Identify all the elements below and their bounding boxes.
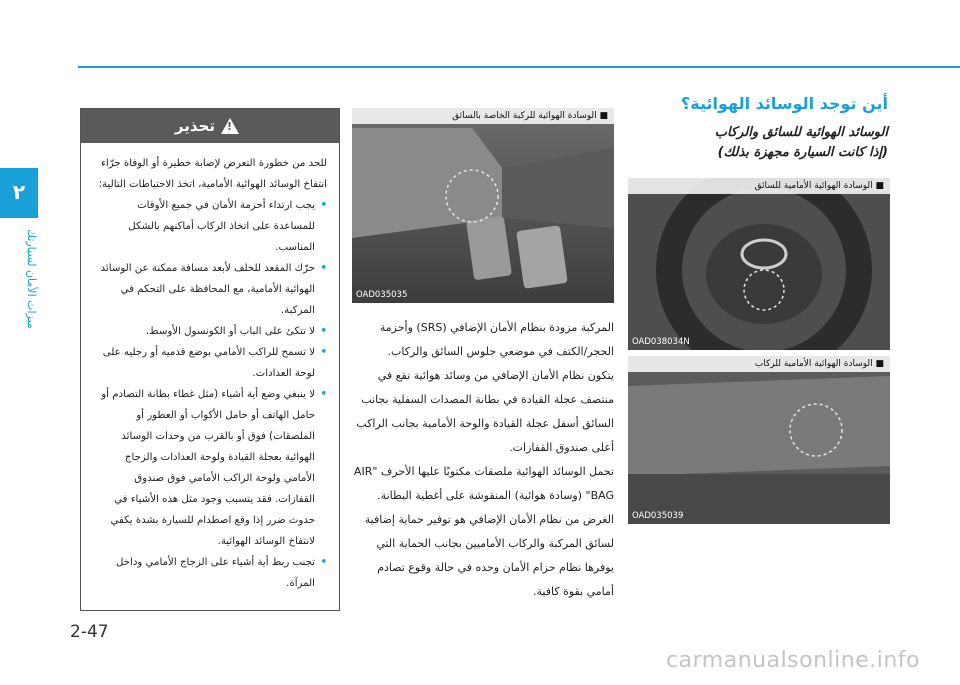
photo-caption: ■ الوسادة الهوائية الأمامية للركاب <box>628 356 890 372</box>
warning-list <box>93 195 327 594</box>
warning-body <box>81 143 339 594</box>
steering-wheel-illustration <box>628 178 890 350</box>
passenger-airbag-photo <box>628 356 890 524</box>
subtitle-line: الوسائد الهوائية للسائق والركاب <box>714 125 888 140</box>
top-rule <box>78 66 960 68</box>
photo-code: OAD035035 <box>356 290 408 300</box>
body-paragraph: تحمل الوسائد الهوائية ملصقات مكتوبًا عليها الأحرف "AIR BAG" (وسادة هوائية) المنقوشة على أغطية البطانة. <box>353 465 614 502</box>
subtitle-line: (إذا كانت السيارة مجهزة بذلك) <box>717 145 888 160</box>
chapter-number: ٢ <box>12 180 26 204</box>
body-paragraph: الغرض من نظام الأمان الإضافي هو توفير حماية إضافية لسائق المركبة والركاب الأماميين بجانب الحماية التي يوفرها نظام حزام الأمان وحده في حالة وقوع تصادم أمامي بقوة كافية. <box>364 513 614 598</box>
page-number: 2-47 <box>70 622 109 642</box>
watermark: carmanualsonline.info <box>666 648 920 673</box>
warning-header <box>81 109 339 143</box>
dashboard-illustration <box>628 356 890 524</box>
section-subtitle <box>626 123 888 163</box>
warning-item: • لا تسمح للراكب الأمامي بوضع قدميه أو رجليه على لوحة العدادات. <box>93 342 315 384</box>
body-text <box>352 316 614 604</box>
warning-item: • لا تتكئ على الباب أو الكونسول الأوسط. <box>93 321 315 342</box>
pedals-illustration <box>352 108 614 303</box>
body-paragraph: يتكون نظام الأمان الإضافي من وسائد هوائية تقع في منتصف عجلة القيادة في بطانة المصدات السفلية بجانب السائق أسفل عجلة القيادة والوحة الأمامية بجانب الراكب أعلى صندوق القفازات. <box>356 369 614 454</box>
warning-item: • تجنب ربط أية أشياء على الزجاج الأمامي وداخل المرآة. <box>93 552 315 594</box>
driver-airbag-photo <box>628 178 890 350</box>
photo-caption: ■ الوسادة الهوائية الأمامية للسائق <box>628 178 890 194</box>
body-paragraph: المركبة مزودة بنظام الأمان الإضافي (SRS) وأحزمة الحجر/الكتف في موضعي جلوس السائق والركاب. <box>379 321 614 358</box>
warning-item: • لا ينبغي وضع أية أشياء (مثل غطاء بطانة التصادم أو حامل الهاتف أو حامل الأكواب أو العطور أو الملصقات) فوق أو بالقرب من وحدات الوسائد الهوائية بعجلة القيادة ولوحة العدادات والزجاج الأمامي ولوحة الراكب الأمامي فوق صندوق القفازات. فقد يتسبب وجود مثل هذه الأشياء في حدوث ضرر إذا وقع اصطدام للسيارة بشدة يكفي لانتفاخ الوسائد الهوائية. <box>93 384 315 552</box>
warning-title: تحذير <box>174 117 215 135</box>
warning-triangle-icon <box>221 118 239 134</box>
photo-caption: ■ الوسادة الهوائية للركبة الخاصة بالسائق <box>352 108 614 124</box>
photo-code: OAD035039 <box>632 511 684 521</box>
section-title: أين توجد الوسائد الهوائية؟ <box>680 94 888 113</box>
knee-airbag-photo <box>352 108 614 303</box>
chapter-label: ميزات الأمان لسيارتك <box>25 229 38 329</box>
warning-intro: للحد من خطورة التعرض لإصابة خطيرة أو الوفاة جرّاء انتفاخ الوسائد الهوائية الأمامية، اتخذ الاحتياطات التالية: <box>98 158 327 190</box>
warning-item: • حرّك المقعد للخلف لأبعد مسافة ممكنة عن الوسائد الهوائية الأمامية، مع المحافظة على التحكم في المركبة. <box>93 258 315 321</box>
warning-box <box>80 108 340 611</box>
chapter-tab <box>0 168 38 218</box>
warning-item: • يجب ارتداء أحزمة الأمان في جميع الأوقات للمساعدة على اتخاذ الركاب أماكنهم بالشكل المناسب. <box>93 195 315 258</box>
photo-code: OAD038034N <box>632 337 690 347</box>
